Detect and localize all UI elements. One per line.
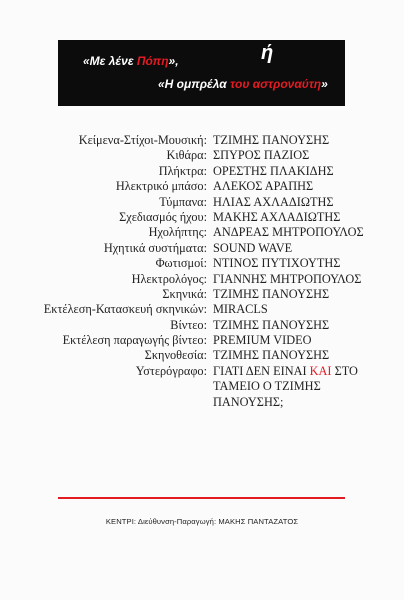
credit-role: Κείμενα-Στίχοι-Μουσική: [78, 133, 207, 147]
credits-list [0, 133, 404, 409]
banner-quote-close: », [168, 54, 179, 68]
credit-name: ΜΑΚΗΣ ΑΧΛΑΔΙΩΤΗΣ [213, 209, 341, 224]
credit-name: ΤΖΙΜΗΣ ΠΑΝΟΥΣΗΣ [213, 133, 330, 147]
credit-role: Σκηνικά: [162, 286, 207, 301]
postscript-text-red: ΚΑΙ [309, 363, 332, 378]
credit-name: PREMIUM VIDEO [213, 333, 312, 348]
credit-name: ΑΛΕΚΟΣ ΑΡΑΠΗΣ [213, 179, 314, 194]
postscript-role: Υστερόγραφο: [135, 363, 207, 378]
credit-row [0, 133, 404, 148]
credit-name: ΤΖΙΜΗΣ ΠΑΝΟΥΣΗΣ [213, 348, 330, 363]
credit-name: ΗΛΙΑΣ ΑΧΛΑΔΙΩΤΗΣ [213, 194, 334, 209]
banner-name-red: Πόπη [136, 54, 169, 68]
credit-row [0, 148, 404, 163]
credit-name: ΣΠΥΡΟΣ ΠΑΖΙΟΣ [213, 148, 310, 163]
credit-name: ΝΤΙΝΟΣ ΠΥΤΙΧΟΥΤΗΣ [213, 256, 341, 271]
credit-row [0, 333, 404, 348]
credit-role: Σκηνοθεσία: [144, 348, 207, 363]
credit-role: Τύμπανα: [159, 194, 207, 209]
credit-role: Ηχητικά συστήματα: [103, 240, 207, 255]
postscript-text-before: ΓΙΑΤΙ ΔΕΝ ΕΙΝΑΙ [213, 363, 310, 378]
postscript-row [0, 363, 404, 409]
credit-row [0, 195, 404, 210]
banner-quote-open: «Με λένε [83, 54, 137, 68]
credit-role: Πλήκτρα: [158, 163, 207, 178]
credit-row [0, 210, 404, 225]
credit-role: Σχεδιασμός ήχου: [119, 209, 207, 224]
credit-row [0, 302, 404, 317]
credit-name: ΓΙΑΝΝΗΣ ΜΗΤΡΟΠΟΥΛΟΣ [213, 271, 362, 286]
credit-name: ΤΖΙΜΗΣ ΠΑΝΟΥΣΗΣ [213, 286, 330, 301]
credit-row [0, 348, 404, 363]
credit-row [0, 256, 404, 271]
credit-role: Ηχολήπτης: [148, 225, 207, 240]
postscript-text-after: ΣΤΟ ΤΑΜΕΙΟ Ο ΤΖΙΜΗΣ ΠΑΝΟΥΣΗΣ; [213, 363, 358, 409]
credit-row [0, 225, 404, 240]
credit-row [0, 272, 404, 287]
credit-name: ΟΡΕΣΤΗΣ ΠΛΑΚΙΔΗΣ [213, 163, 334, 178]
credit-row [0, 318, 404, 333]
banner-line2-close: » [321, 77, 328, 91]
banner-line2-open: «Η ομπρέλα [158, 77, 231, 91]
credit-role: Φωτισμοί: [155, 256, 207, 271]
credit-role: Εκτέλεση-Κατασκευή σκηνικών: [43, 302, 207, 317]
credit-row [0, 164, 404, 179]
credit-name: MIRACLS [213, 302, 268, 317]
credit-name: SOUND WAVE [213, 240, 293, 255]
banner-line2-red: του αστροναύτη [230, 77, 322, 91]
banner-title-line-1 [83, 54, 179, 68]
banner-connector: ή [261, 42, 274, 64]
banner-title-line-2 [158, 77, 328, 91]
credit-role: Βίντεο: [170, 317, 207, 332]
title-banner [58, 40, 345, 106]
credit-name: ΤΖΙΜΗΣ ΠΑΝΟΥΣΗΣ [213, 317, 330, 332]
postscript-text [213, 364, 388, 410]
credit-role: Εκτέλεση παραγωγής βίντεο: [62, 333, 207, 348]
red-divider [58, 497, 345, 499]
credit-row [0, 179, 404, 194]
credit-name: ΑΝΔΡΕΑΣ ΜΗΤΡΟΠΟΥΛΟΣ [213, 225, 364, 240]
credit-role: Ηλεκτρολόγος: [131, 271, 207, 286]
credit-role: Κιθάρα: [166, 148, 207, 163]
credit-row [0, 241, 404, 256]
credit-role: Ηλεκτρικό μπάσο: [115, 179, 207, 194]
credit-row [0, 287, 404, 302]
footer-production-credit: ΚΕΝΤΡΙ: Διεύθυνση-Παραγωγή: ΜΑΚΗΣ ΠΑΝΤΑΖΑΤΟΣ [105, 517, 299, 526]
